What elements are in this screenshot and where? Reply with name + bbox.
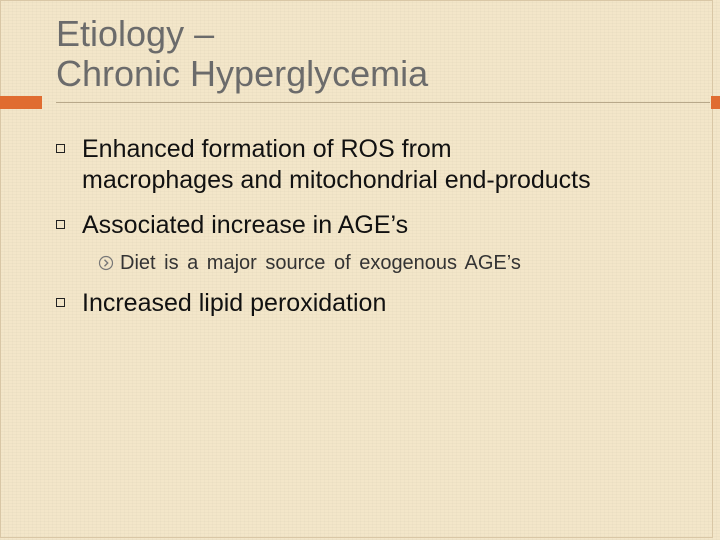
title-divider xyxy=(56,102,710,103)
accent-bar-right xyxy=(711,96,720,109)
square-bullet-icon xyxy=(56,144,65,153)
bullet-text: Increased lipid peroxidation xyxy=(82,289,387,317)
slide-title xyxy=(56,14,696,94)
accent-bar-left xyxy=(0,96,42,109)
sub-bullet-text: Diet is a major source of exogenous AGE’s xyxy=(120,252,521,274)
bullet-text: Associated increase in AGE’s xyxy=(82,211,409,239)
bullet-text-line: Enhanced formation of ROS from xyxy=(82,135,452,163)
title-line-2: Chronic Hyperglycemia xyxy=(56,53,429,94)
title-line-1: Etiology – xyxy=(56,13,215,54)
square-bullet-icon xyxy=(56,220,65,229)
circle-chevron-bullet-icon xyxy=(98,255,114,271)
bullet-text-line: macrophages and mitochondrial end-products xyxy=(82,166,591,194)
square-bullet-icon xyxy=(56,298,65,307)
